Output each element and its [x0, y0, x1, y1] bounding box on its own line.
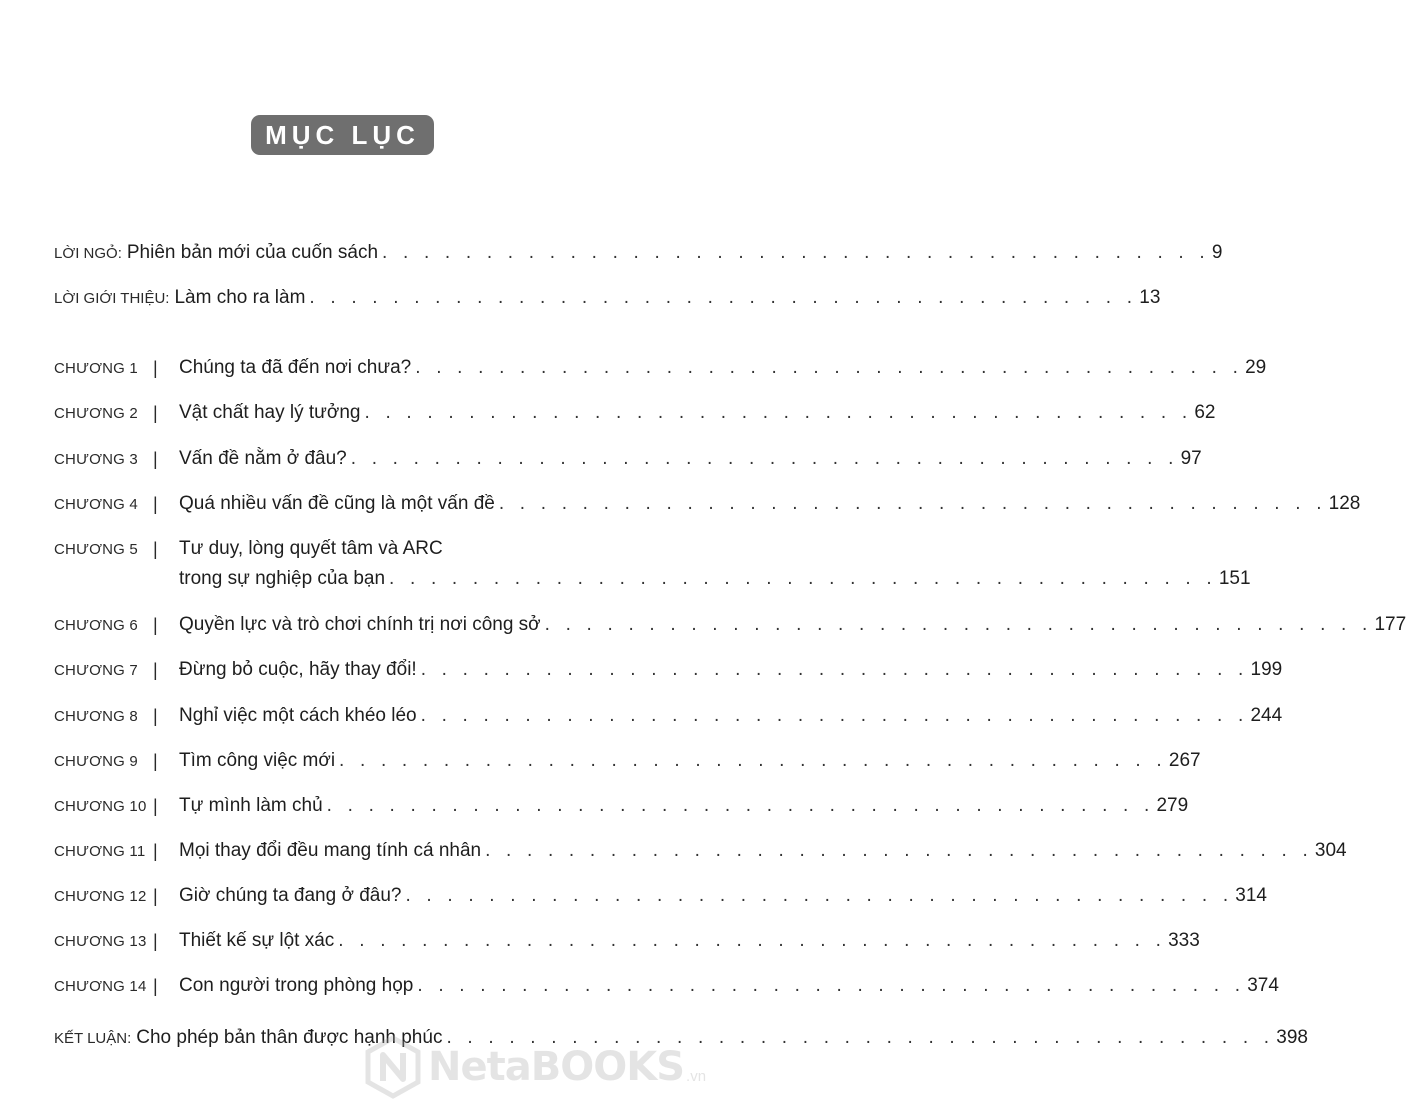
chapter-label: CHƯƠNG 8: [54, 708, 138, 725]
separator-bar: |: [153, 931, 158, 951]
toc-entry-chapter[interactable]: [0, 357, 1267, 383]
separator-bar: |: [153, 886, 158, 906]
chapter-page: 29: [1245, 357, 1267, 378]
chapter-title: Vật chất hay lý tưởng: [179, 402, 361, 423]
separator-bar: |: [153, 706, 158, 726]
toc-entry-chapter[interactable]: [0, 659, 1283, 685]
chapter-page: 333: [1168, 930, 1200, 951]
leader-dots: . . . . . . . . . . . . . . . . . . . . . . . . . . . . . . . . . . . . . . . .: [389, 568, 1217, 589]
separator-bar: |: [153, 494, 158, 514]
leader-dots: . . . . . . . . . . . . . . . . . . . . . . . . . . . . . . . . . . . . . . . .: [326, 795, 1155, 816]
chapter-page: 244: [1250, 705, 1283, 726]
chapter-title: Vấn đề nằm ở đâu?: [179, 448, 347, 469]
chapter-title: Tìm công việc mới: [179, 750, 336, 771]
separator-bar: |: [153, 796, 158, 816]
toc-entry-chapter[interactable]: [0, 705, 1283, 731]
separator-bar: |: [153, 403, 158, 423]
toc-entry-chapter[interactable]: [0, 930, 1200, 956]
chapter-page: 199: [1250, 659, 1283, 680]
chapter-label: CHƯƠNG 11: [54, 843, 146, 860]
separator-bar: |: [153, 751, 158, 771]
watermark: [364, 1022, 707, 1112]
separator-bar: |: [153, 976, 158, 996]
leader-dots: . . . . . . . . . . . . . . . . . . . . . . . . . . . . . . . . . . . . . . . .: [485, 840, 1313, 861]
chapter-page: 97: [1180, 448, 1202, 469]
chapter-page: 128: [1328, 493, 1361, 514]
chapter-label: CHƯƠNG 5: [54, 541, 138, 558]
leader-dots: . . . . . . . . . . . . . . . . . . . . . . . . . . . . . . . . . . . . . . . .: [420, 705, 1249, 726]
chapter-page: 151: [1218, 568, 1251, 589]
separator-bar: |: [153, 841, 158, 861]
toc-entry-chapter[interactable]: [0, 493, 1361, 519]
chapter-label: CHƯƠNG 2: [54, 405, 138, 422]
leader-dots: . . . . . . . . . . . . . . . . . . . . . . . . . . . . . . . . . . . . . . . .: [309, 287, 1138, 308]
chapter-label: CHƯƠNG 12: [54, 888, 147, 905]
separator-bar: |: [153, 660, 158, 680]
chapter-title: trong sự nghiệp của bạn: [179, 568, 386, 589]
toc-entry-chapter[interactable]: [0, 538, 1251, 596]
chapter-page: 314: [1235, 885, 1267, 906]
toc-entry-chapter[interactable]: [0, 614, 1406, 640]
chapter-title: Nghỉ việc một cách khéo léo: [179, 705, 417, 726]
chapter-title: Thiết kế sự lột xác: [179, 930, 335, 951]
entry-page: 9: [1211, 242, 1223, 263]
chapter-page: 177: [1374, 614, 1406, 635]
chapter-title: Chúng ta đã đến nơi chưa?: [179, 357, 412, 378]
toc-entry-foreword[interactable]: [0, 242, 1223, 268]
leader-dots: . . . . . . . . . . . . . . . . . . . . . . . . . . . . . . . . . . . . . . . .: [417, 975, 1246, 996]
leader-dots: . . . . . . . . . . . . . . . . . . . . . . . . . . . . . . . . . . . . . . . .: [338, 930, 1167, 951]
chapter-label: CHƯƠNG 7: [54, 662, 138, 679]
toc-entry-chapter[interactable]: [0, 750, 1201, 776]
toc-entry-chapter[interactable]: [0, 885, 1267, 911]
chapter-title-line1: Tư duy, lòng quyết tâm và ARC: [179, 538, 443, 559]
leader-dots: . . . . . . . . . . . . . . . . . . . . . . . . . . . . . . . . . . . . . . . .: [405, 885, 1234, 906]
chapter-label: CHƯƠNG 9: [54, 753, 138, 770]
toc-entry-chapter[interactable]: [0, 402, 1216, 428]
chapter-label: CHƯƠNG 4: [54, 496, 138, 513]
chapter-title: Tự mình làm chủ: [179, 795, 323, 816]
entry-label: KẾT LUẬN:: [54, 1030, 132, 1047]
leader-dots: . . . . . . . . . . . . . . . . . . . . . . . . . . . . . . . . . . . . . . . .: [415, 357, 1244, 378]
chapter-label: CHƯƠNG 6: [54, 617, 138, 634]
chapter-page: 304: [1314, 840, 1347, 861]
chapter-page: 267: [1168, 750, 1201, 771]
entry-label: LỜI NGỎ:: [54, 245, 122, 262]
watermark-brand: NetaBOOKS: [428, 1044, 685, 1090]
leader-dots: . . . . . . . . . . . . . . . . . . . . . . . . . . . . . . . . . . . . . . . .: [544, 614, 1373, 635]
toc-entry-chapter[interactable]: [0, 448, 1202, 474]
leader-dots: . . . . . . . . . . . . . . . . . . . . . . . . . . . . . . . . . . . . . . . .: [382, 242, 1210, 263]
chapter-title: Mọi thay đổi đều mang tính cá nhân: [179, 840, 482, 861]
chapter-page: 279: [1156, 795, 1189, 816]
toc-title: MỤC LỤC: [251, 115, 434, 155]
watermark-suffix: .vn: [686, 1067, 707, 1085]
chapter-title: Con người trong phòng họp: [179, 975, 414, 996]
entry-page: 13: [1139, 287, 1161, 308]
chapter-page: 62: [1194, 402, 1216, 423]
entry-label: LỜI GIỚI THIỆU:: [54, 290, 170, 307]
chapter-label: CHƯƠNG 13: [54, 933, 147, 950]
chapter-title: Đừng bỏ cuộc, hãy thay đổi!: [179, 659, 417, 680]
separator-bar: |: [153, 449, 158, 469]
separator-bar: |: [153, 615, 158, 635]
chapter-label: CHƯƠNG 1: [54, 360, 138, 377]
chapter-title: Quyền lực và trò chơi chính trị nơi công sở: [179, 614, 541, 635]
toc-entry-introduction[interactable]: [0, 287, 1161, 313]
separator-bar: |: [153, 539, 158, 559]
leader-dots: . . . . . . . . . . . . . . . . . . . . . . . . . . . . . . . . . . . . . . . .: [339, 750, 1167, 771]
leader-dots: . . . . . . . . . . . . . . . . . . . . . . . . . . . . . . . . . . . . . . . .: [498, 493, 1327, 514]
chapter-label: CHƯƠNG 10: [54, 798, 147, 815]
entry-title: Cho phép bản thân được hạnh phúc: [136, 1027, 443, 1048]
chapter-title: Quá nhiều vấn đề cũng là một vấn đề: [179, 493, 495, 514]
chapter-label: CHƯƠNG 14: [54, 978, 147, 995]
toc-entry-chapter[interactable]: [0, 795, 1189, 821]
leader-dots: . . . . . . . . . . . . . . . . . . . . . . . . . . . . . . . . . . . . . . . .: [364, 402, 1193, 423]
entry-page: 398: [1276, 1027, 1308, 1048]
entry-title: Phiên bản mới của cuốn sách: [126, 242, 379, 263]
leader-dots: . . . . . . . . . . . . . . . . . . . . . . . . . . . . . . . . . . . . . . . .: [350, 448, 1179, 469]
netabooks-logo-icon: [364, 1035, 422, 1099]
leader-dots: . . . . . . . . . . . . . . . . . . . . . . . . . . . . . . . . . . . . . . . .: [446, 1027, 1275, 1048]
separator-bar: |: [153, 358, 158, 378]
chapter-title: Giờ chúng ta đang ở đâu?: [179, 885, 402, 906]
chapter-page: 374: [1247, 975, 1279, 996]
toc-entry-chapter[interactable]: [0, 840, 1347, 866]
entry-title: Làm cho ra làm: [174, 287, 306, 308]
leader-dots: . . . . . . . . . . . . . . . . . . . . . . . . . . . . . . . . . . . . . . . .: [420, 659, 1249, 680]
chapter-label: CHƯƠNG 3: [54, 451, 138, 468]
toc-entry-chapter[interactable]: [0, 975, 1279, 1001]
